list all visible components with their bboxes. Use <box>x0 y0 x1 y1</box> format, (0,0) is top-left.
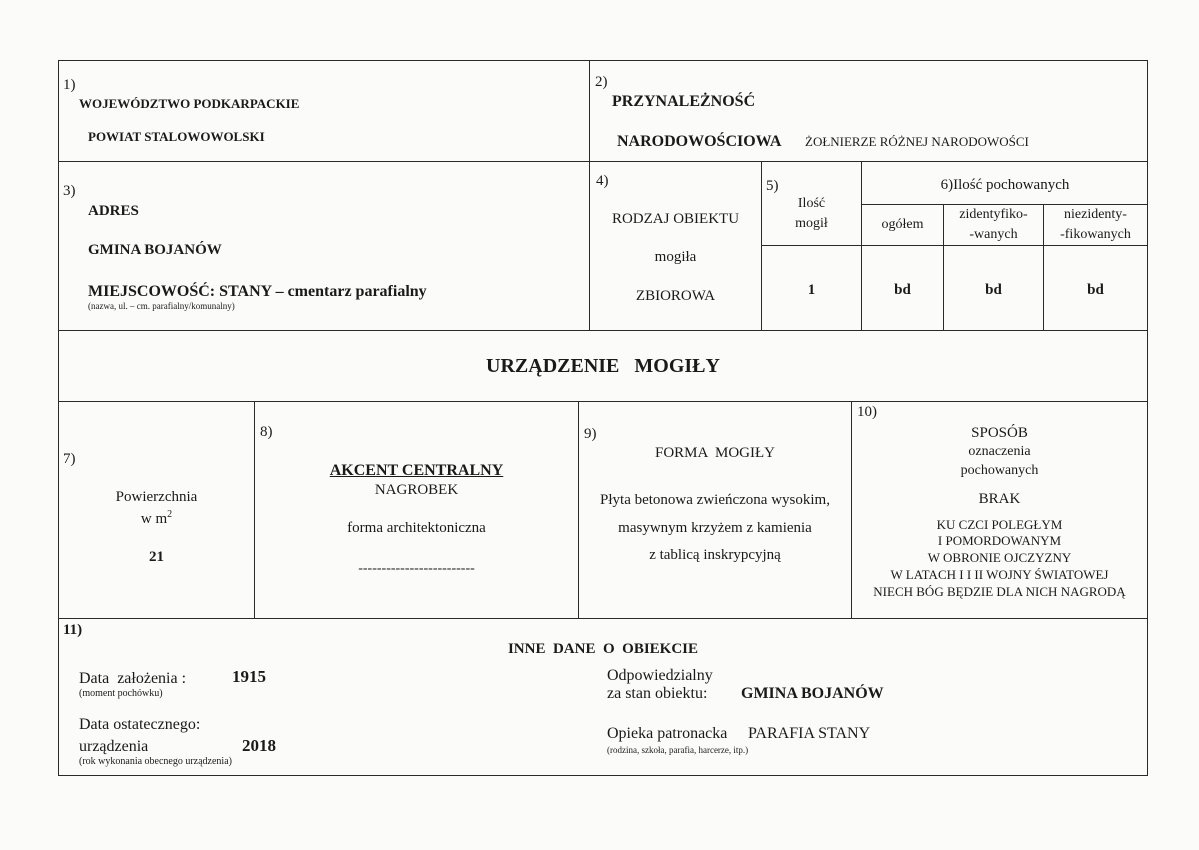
s11-title: INNE DANE O OBIEKCIE <box>507 641 699 657</box>
s2-number: 2) <box>595 74 608 90</box>
s11-data-ostatecznego-label2: urządzenia <box>79 738 149 755</box>
s5-label2: mogił <box>795 216 828 231</box>
s11-data-zalozenia-label: Data założenia : <box>79 670 187 687</box>
s3-gmina: GMINA BOJANÓW <box>88 242 222 258</box>
s8-dashes: ------------------------- <box>358 561 475 576</box>
s6-value-niezidentyfikowanych: bd <box>1087 282 1104 298</box>
section-heading: URZĄDZENIE MOGIŁY <box>486 355 720 377</box>
s3-hint: (nazwa, ul. – cm. parafialny/komunalny) <box>88 301 235 311</box>
s8-number: 8) <box>260 424 273 440</box>
s6-col-zidentyfikowanych-2: -wanych <box>969 227 1018 242</box>
s5-number: 5) <box>766 178 779 194</box>
s9-line3: z tablicą inskrypcyjną <box>649 547 781 563</box>
s9-line2: masywnym krzyżem z kamienia <box>618 520 812 536</box>
s10-inscription-1: KU CZCI POLEGŁYM <box>936 517 1063 532</box>
s2-value: ŻOŁNIERZE RÓŻNEJ NARODOWOŚCI <box>805 134 1029 149</box>
s10-sub1: oznaczenia <box>968 444 1031 459</box>
divider-s8-s9 <box>578 401 579 619</box>
s10-sub2: pochowanych <box>960 463 1039 478</box>
s11-opieka-hint: (rodzina, szkoła, parafia, harcerze, itp.) <box>607 745 749 755</box>
s7-label2-sup: 2 <box>167 509 173 520</box>
s7-label1: Powierzchnia <box>115 489 198 505</box>
s7-number: 7) <box>63 451 76 467</box>
s11-opieka-label: Opieka patronacka <box>607 725 728 742</box>
s3-adres: ADRES <box>88 203 139 219</box>
s9-title: FORMA MOGIŁY <box>654 445 775 461</box>
s8-forma: forma architektoniczna <box>347 520 486 536</box>
s5-label1: Ilość <box>797 196 826 211</box>
s7-label2-wrap <box>59 509 254 528</box>
s6-title: 6)Ilość pochowanych <box>940 177 1070 193</box>
s11-odpowiedzialny-label2: za stan obiektu: <box>607 685 708 702</box>
s2-label1: PRZYNALEŻNOŚĆ <box>612 93 756 110</box>
s5-value: 1 <box>807 282 816 298</box>
s8-title: AKCENT CENTRALNY <box>329 462 504 479</box>
s11-data-zalozenia-hint: (moment pochówku) <box>79 688 163 699</box>
divider-s6-header <box>861 204 1148 205</box>
s10-number: 10) <box>857 404 877 420</box>
s2-label2: NARODOWOŚCIOWA <box>617 133 782 150</box>
s11-number: 11) <box>63 622 83 638</box>
s10-inscription-4: W LATACH I I II WOJNY ŚWIATOWEJ <box>890 567 1109 582</box>
border-left <box>58 60 59 776</box>
s9-line1: Płyta betonowa zwieńczona wysokim, <box>600 492 830 508</box>
s6-col-zidentyfikowanych-1: zidentyfiko- <box>959 207 1028 222</box>
s11-odpowiedzialny-label1: Odpowiedzialny <box>607 667 713 684</box>
border-top <box>58 60 1148 61</box>
s11-data-zalozenia-value: 1915 <box>232 667 266 686</box>
s11-odpowiedzialny-value: GMINA BOJANÓW <box>741 685 884 702</box>
s11-data-ostatecznego-value: 2018 <box>242 736 276 755</box>
s3-miejscowosc: MIEJSCOWOŚĆ: STANY – cmentarz parafialny <box>88 283 427 300</box>
s8-sub: NAGROBEK <box>374 482 459 498</box>
s4-value1: mogiła <box>654 249 697 265</box>
s7-label2: w m <box>140 511 168 527</box>
divider-row4 <box>58 618 1148 619</box>
divider-s3-s4 <box>589 161 590 331</box>
s11-opieka-value: PARAFIA STANY <box>748 725 871 742</box>
s6-value-ogolem: bd <box>894 282 911 298</box>
s1-number: 1) <box>63 77 76 93</box>
divider-row2 <box>58 330 1148 331</box>
s3-number: 3) <box>63 183 76 199</box>
s4-number: 4) <box>596 173 609 189</box>
s10-title: SPOSÓB <box>971 425 1028 441</box>
s10-inscription-2: I POMORDOWANYM <box>937 533 1062 548</box>
s6-col-ogolem: ogółem <box>881 217 924 232</box>
s1-powiat: POWIAT STALOWOWOLSKI <box>88 129 265 144</box>
s6-value-zidentyfikowanych: bd <box>985 282 1002 298</box>
s11-data-ostatecznego-hint: (rok wykonania obecnego urządzenia) <box>79 756 232 767</box>
border-bottom <box>58 775 1148 776</box>
s9-number: 9) <box>584 426 597 442</box>
s6-col-niezidentyfikowanych-1: niezidenty- <box>1064 207 1127 222</box>
divider-row3 <box>58 401 1148 402</box>
divider-row1 <box>58 161 1148 162</box>
s6-col-niezidentyfikowanych-2: -fikowanych <box>1060 227 1131 242</box>
s11-data-ostatecznego-label1: Data ostatecznego: <box>79 716 201 733</box>
s4-label: RODZAJ OBIEKTU <box>611 211 740 227</box>
s4-value2: ZBIOROWA <box>635 288 716 304</box>
s10-inscription-5: NIECH BÓG BĘDZIE DLA NICH NAGRODĄ <box>873 584 1126 599</box>
s10-value: BRAK <box>978 491 1021 507</box>
border-right <box>1147 60 1148 776</box>
s1-wojewodztwo: WOJEWÓDZTWO PODKARPACKIE <box>79 96 300 111</box>
divider-s7-s8 <box>254 401 255 619</box>
s7-value: 21 <box>149 549 164 565</box>
divider-s4-s5 <box>761 161 762 331</box>
s10-inscription-3: W OBRONIE OJCZYZNY <box>927 550 1072 565</box>
divider-s5s6-values <box>761 245 1148 246</box>
divider-s1-s2 <box>589 60 590 162</box>
